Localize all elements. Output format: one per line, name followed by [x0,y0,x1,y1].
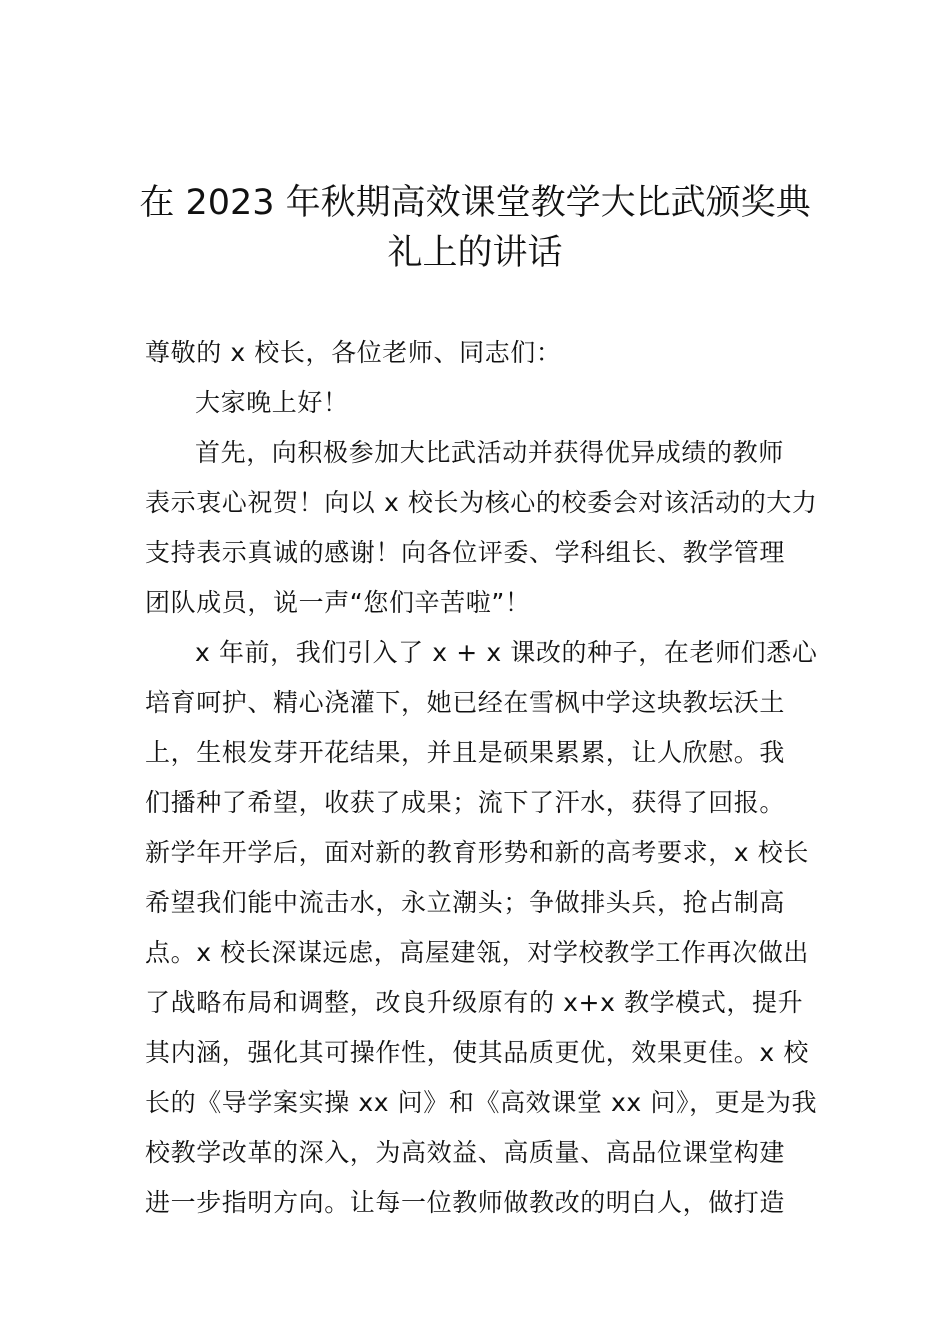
text-line: 进一步指明方向。让每一位教师做教改的明白人，做打造 [145,1188,786,1217]
text-line: 上，生根发芽开花结果，并且是硕果累累，让人欣慰。我 [145,738,786,767]
title-line-1: 在 2023 年秋期高效课堂教学大比武颁奖典 [139,183,811,223]
text-line: 尊敬的 x 校长，各位老师、同志们： [145,338,562,367]
text-line: x 年前，我们引入了 x + x 课改的种子，在老师们悉心 [195,638,818,667]
speech-body [145,328,818,1228]
text-line: 长的《导学案实操 xx 问》和《高效课堂 xx 问》，更是为我 [145,1088,818,1117]
text-line: 表示衷心祝贺！向以 x 校长为核心的校委会对该活动的大力 [145,488,818,517]
title-line-2: 礼上的讲话 [387,233,563,273]
text-line: 培育呵护、精心浇灌下，她已经在雪枫中学这块教坛沃土 [145,688,786,717]
text-line: 希望我们能中流击水，永立潮头；争做排头兵，抢占制高 [145,888,786,917]
text-line: 校教学改革的深入，为高效益、高质量、高品位课堂构建 [145,1138,786,1167]
text-line: 新学年开学后，面对新的教育形势和新的高考要求，x 校长 [145,838,809,867]
text-line: 大家晚上好！ [195,388,349,417]
text-line: 们播种了希望，收获了成果；流下了汗水，获得了回报。 [145,788,786,817]
text-line: 团队成员，说一声“您们辛苦啦”！ [145,588,531,617]
text-line: 首先，向积极参加大比武活动并获得优异成绩的教师 [195,438,784,467]
document-title [120,178,830,278]
text-line: 点。x 校长深谋远虑，高屋建瓴，对学校教学工作再次做出 [145,938,809,967]
text-line: 了战略布局和调整，改良升级原有的 x+x 教学模式，提升 [145,988,804,1017]
text-line: 支持表示真诚的感谢！向各位评委、学科组长、教学管理 [145,538,786,567]
text-line: 其内涵，强化其可操作性，使其品质更优，效果更佳。x 校 [145,1038,809,1067]
